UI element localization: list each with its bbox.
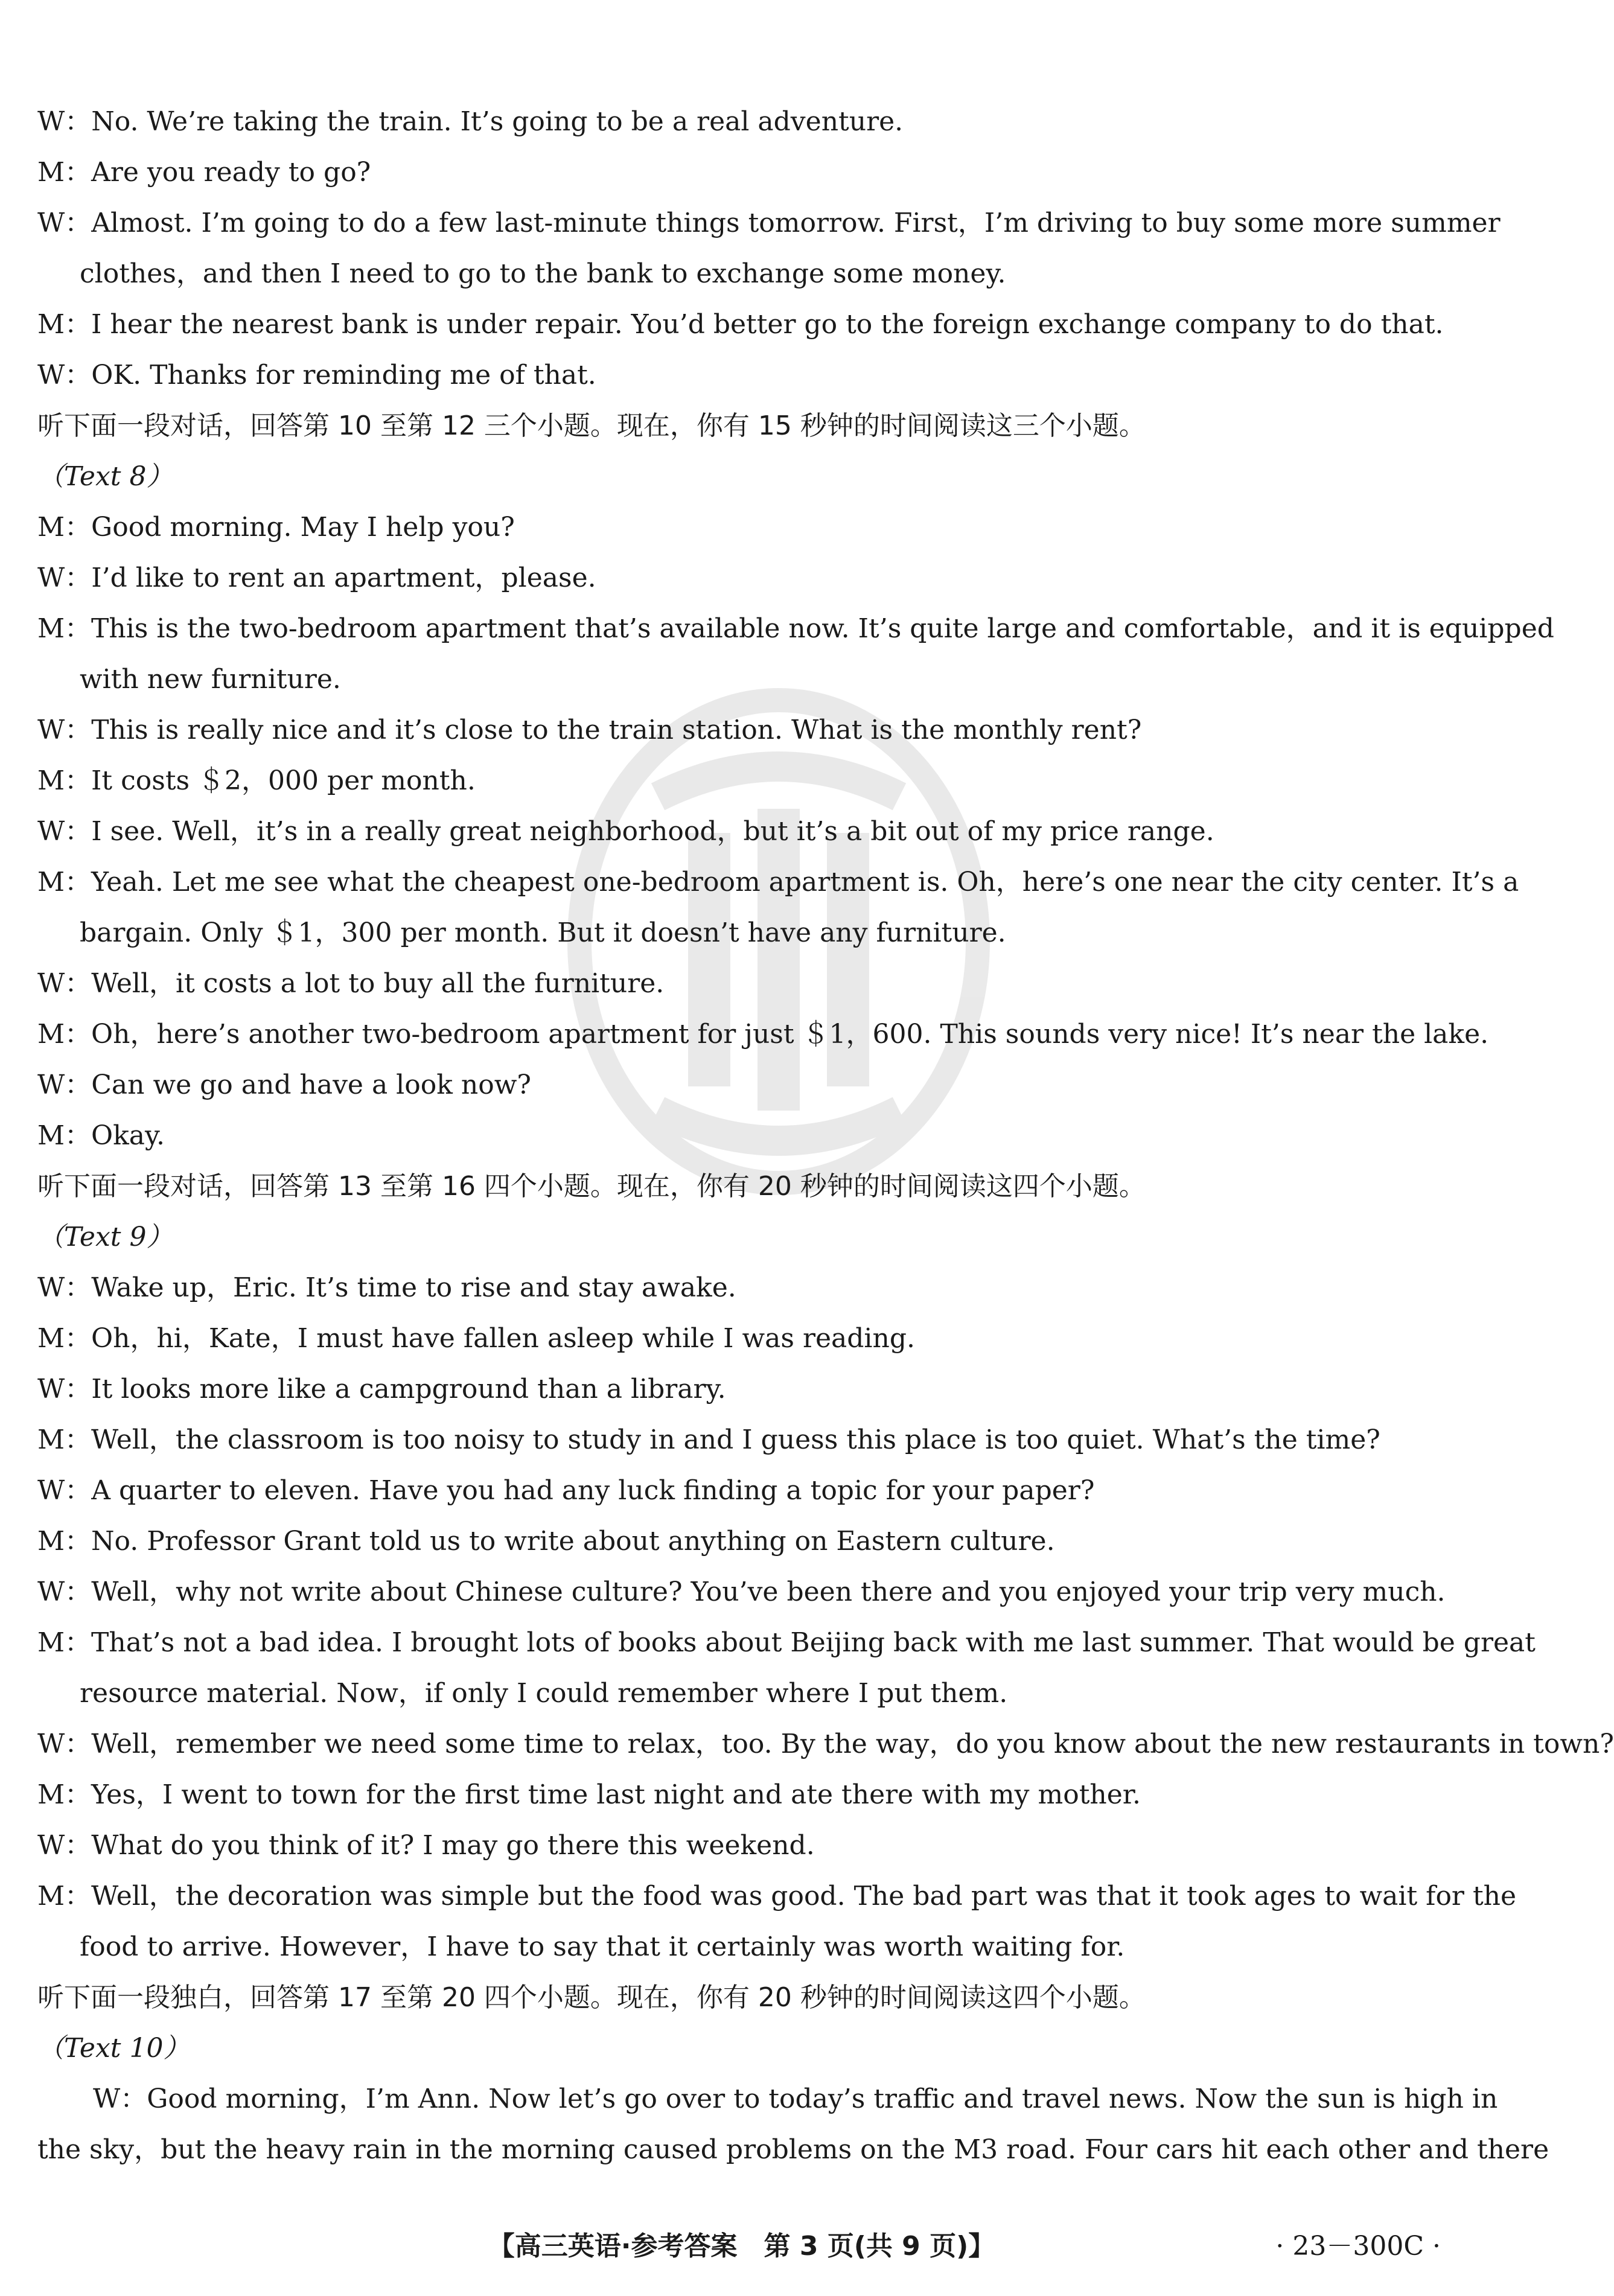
dialogue-line: W：Well，why not write about Chinese culture? You’ve been there and you enjoyed your trip very much. (37, 1577, 1446, 1607)
dialogue-line: W：Almost. I’m going to do a few last-minute things tomorrow. First，I’m driving to buy some more summer (37, 208, 1501, 238)
dialogue-line: W：No. We’re taking the train. It’s going to be a real adventure. (37, 106, 904, 137)
dialogue-line: M：No. Professor Grant told us to write about anything on Eastern culture. (37, 1526, 1055, 1557)
dialogue-line: W：What do you think of it? I may go there this weekend. (37, 1830, 815, 1861)
dialogue-line: W：I’d like to rent an apartment，please. (37, 563, 596, 593)
dialogue-line: M：That’s not a bad idea. I brought lots of books about Beijing back with me last summer. That would be great (37, 1627, 1536, 1658)
dialogue-line: W：It looks more like a campground than a library. (37, 1374, 726, 1405)
dialogue-line: W：Good morning，I’m Ann. Now let’s go over to today’s traffic and travel news. Now the sun is high in (93, 2084, 1498, 2114)
dialogue-line: M：Oh，hi，Kate，I must have fallen asleep while I was reading. (37, 1323, 915, 1354)
dialogue-line: W：This is really nice and it’s close to the train station. What is the monthly rent? (37, 715, 1142, 745)
dialogue-line: M：Good morning. May I help you? (37, 512, 515, 543)
dialogue-line: M：Yeah. Let me see what the cheapest one-bedroom apartment is. Oh，here’s one near the city center. It’s a (37, 867, 1519, 898)
dialogue-line: resource material. Now，if only I could remember where I put them. (80, 1678, 1008, 1709)
dialogue-line: with new furniture. (80, 664, 341, 695)
dialogue-line: clothes，and then I need to go to the bank to exchange some money. (80, 258, 1006, 289)
dialogue-line: M：I hear the nearest bank is under repair. You’d better go to the foreign exchange company to do that. (37, 309, 1444, 340)
footer-doc-code: · 23－300C · (1275, 2231, 1441, 2262)
dialogue-line: M：Oh，here’s another two-bedroom apartment for just ＄1，600. This sounds very nice! It’s near the lake. (37, 1019, 1489, 1050)
dialogue-line: M：It costs ＄2，000 per month. (37, 765, 476, 796)
text-label: （Text 9） (37, 1222, 173, 1252)
dialogue-line: W：A quarter to eleven. Have you had any luck finding a topic for your paper? (37, 1475, 1095, 1506)
dialogue-line: W：Can we go and have a look now? (37, 1070, 531, 1100)
dialogue-line: W：Well，remember we need some time to relax，too. By the way，do you know about the new restaurants in town? (37, 1729, 1614, 1759)
document-body (37, 97, 1614, 2175)
dialogue-line: M：Are you ready to go? (37, 157, 371, 188)
footer-page-label: 【高三英语·参考答案 第 3 页(共 9 页)】 (488, 2231, 995, 2262)
text-label: （Text 8） (37, 461, 173, 492)
dialogue-line: M：This is the two-bedroom apartment that’s available now. It’s quite large and comfortable，and it is equipped (37, 613, 1554, 644)
dialogue-line: W：I see. Well，it’s in a really great neighborhood，but it’s a bit out of my price range. (37, 816, 1214, 847)
dialogue-line: the sky，but the heavy rain in the morning caused problems on the M3 road. Four cars hit each other and there (37, 2134, 1549, 2165)
dialogue-line: M：Well，the classroom is too noisy to study in and I guess this place is too quiet. What’s the time? (37, 1424, 1380, 1455)
dialogue-line: W：Wake up，Eric. It’s time to rise and stay awake. (37, 1272, 736, 1303)
dialogue-line: bargain. Only ＄1，300 per month. But it doesn’t have any furniture. (80, 917, 1006, 948)
dialogue-line: W：Well，it costs a lot to buy all the furniture. (37, 968, 665, 999)
section-instruction: 听下面一段对话，回答第 10 至第 12 三个小题。现在，你有 15 秒钟的时间阅读这三个小题。 (37, 410, 1146, 441)
dialogue-line: M：Well，the decoration was simple but the food was good. The bad part was that it took ages to wait for the (37, 1881, 1517, 1912)
dialogue-line: W：OK. Thanks for reminding me of that. (37, 360, 596, 391)
dialogue-line: food to arrive. However，I have to say that it certainly was worth waiting for. (80, 1931, 1125, 1962)
dialogue-line: M：Yes，I went to town for the first time last night and ate there with my mother. (37, 1779, 1141, 1810)
section-instruction: 听下面一段对话，回答第 13 至第 16 四个小题。现在，你有 20 秒钟的时间阅读这四个小题。 (37, 1171, 1146, 1202)
dialogue-line: M：Okay. (37, 1120, 165, 1151)
text-label: （Text 10） (37, 2033, 190, 2064)
page-footer (0, 2221, 1483, 2272)
section-instruction: 听下面一段独白，回答第 17 至第 20 四个小题。现在，你有 20 秒钟的时间阅读这四个小题。 (37, 1982, 1146, 2013)
